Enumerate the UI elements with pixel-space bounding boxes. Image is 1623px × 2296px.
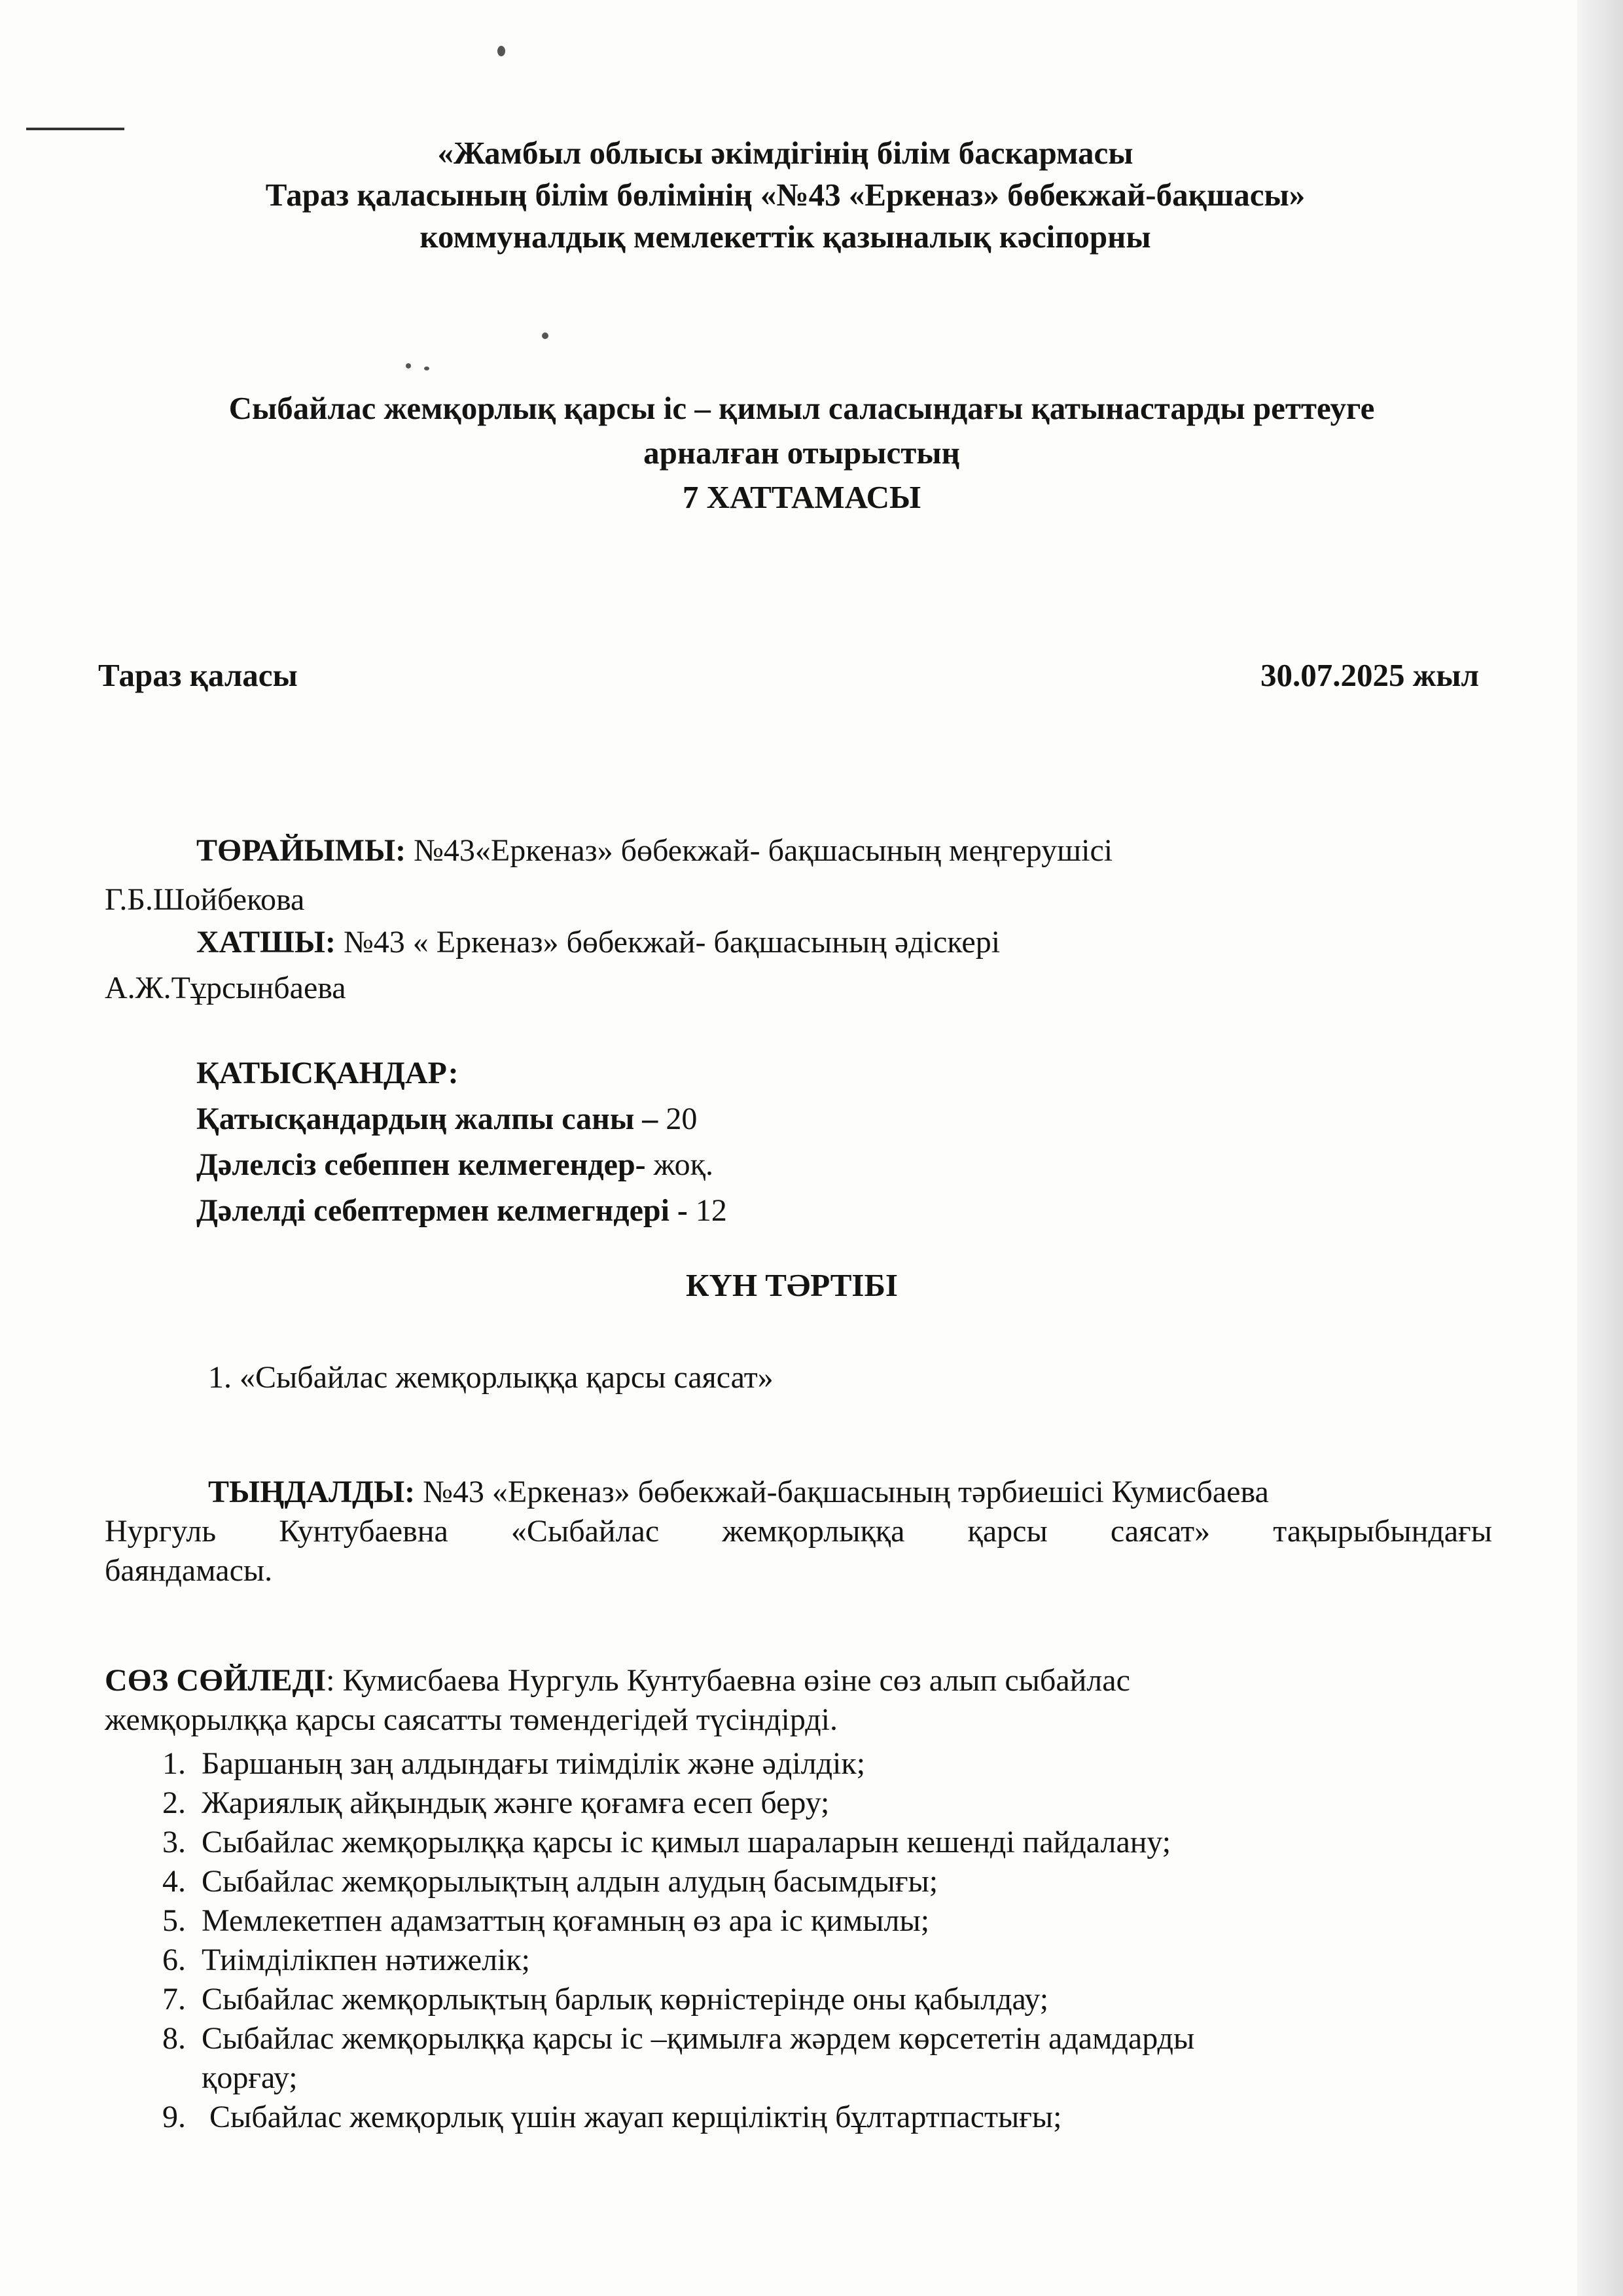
heard-line2: Нургуль Кунтубаевна «Сыбайлас жемқорлыққа қарсы саясат» тақырыбындағы bbox=[105, 1514, 1492, 1549]
scan-mark bbox=[26, 128, 124, 130]
list-item-text: Мемлекетпен адамзаттың қоғамның өз ара іс қимылы; bbox=[202, 1903, 930, 1938]
heard-line1 bbox=[105, 1473, 1492, 1512]
list-item-number: 5. bbox=[162, 1903, 186, 1938]
list-item bbox=[162, 1744, 1537, 1784]
document-title bbox=[0, 386, 1603, 520]
list-item-text: Сыбайлас жемқорылықтың алдын алудың басымдығы; bbox=[202, 1864, 938, 1899]
list-item-text: Тиімділікпен нәтижелік; bbox=[202, 1943, 531, 1977]
heard-section bbox=[105, 1473, 1492, 1590]
spoke-line1 bbox=[105, 1661, 1544, 1700]
scan-speck bbox=[542, 332, 548, 339]
chair-text: №43«Еркеназ» бөбекжай- бақшасының меңгерушісі bbox=[406, 833, 1113, 868]
org-header bbox=[0, 132, 1571, 258]
list-item-number: 7. bbox=[162, 1982, 186, 2017]
participants-absent-excused-value: 12 bbox=[687, 1193, 727, 1228]
spoke-text-1: : Кумисбаева Нургуль Кунтубаевна өзіне сөз алып сыбайлас bbox=[326, 1663, 1130, 1698]
list-item bbox=[162, 1941, 1537, 1980]
secretary-text: №43 « Еркеназ» бөбекжай- бақшасының әдіскері bbox=[335, 925, 1001, 960]
agenda-title: КҮН ТӘРТІБІ bbox=[686, 1267, 898, 1303]
list-item bbox=[162, 1901, 1537, 1941]
list-item-text: Сыбайлас жемқорылққа қарсы іс –қимылға жәрдем көрсететін адамдарды bbox=[202, 2021, 1195, 2056]
list-item-text: Сыбайлас жемқорылққа қарсы іс қимыл шараларын кешенді пайдалану; bbox=[202, 1825, 1171, 1859]
participants-absent-unexcused bbox=[196, 1145, 727, 1191]
list-item bbox=[162, 1980, 1537, 2019]
heard-line3: баяндамасы. bbox=[105, 1553, 273, 1588]
list-item-number: 6. bbox=[162, 1943, 186, 1977]
list-item-text: Сыбайлас жемқорлықтың барлық көрністерінде оны қабылдау; bbox=[202, 1982, 1049, 2017]
list-item-text: қорғау; bbox=[202, 2060, 298, 2095]
secretary-line bbox=[196, 923, 1000, 962]
list-item-number: 1. bbox=[162, 1746, 186, 1781]
list-item-number: 9. bbox=[162, 2100, 186, 2134]
org-header-line1: «Жамбыл облысы әкімдігінің білім баскармасы bbox=[437, 135, 1133, 171]
place: Тараз қаласы bbox=[98, 657, 298, 693]
scan-speck bbox=[497, 46, 505, 56]
list-item bbox=[162, 1784, 1537, 1823]
participants-absent-excused bbox=[196, 1191, 727, 1237]
spoke-line2: жемқорылққа қарсы саясатты төмендегідей түсіндірді. bbox=[105, 1702, 838, 1737]
list-item bbox=[162, 2098, 1537, 2137]
list-item-number: 4. bbox=[162, 1864, 186, 1899]
list-item bbox=[162, 2019, 1537, 2058]
title-line3: 7 ХАТТАМАСЫ bbox=[682, 479, 921, 515]
secretary-name: А.Ж.Тұрсынбаева bbox=[105, 971, 346, 1005]
chair-name: Г.Б.Шойбекова bbox=[105, 882, 305, 917]
participants-absent-unexcused-value: жоқ. bbox=[645, 1147, 713, 1182]
list-item-number: 3. bbox=[162, 1825, 186, 1859]
heard-label: ТЫҢДАЛДЫ: bbox=[208, 1475, 416, 1509]
secretary-label: ХАТШЫ: bbox=[196, 925, 336, 960]
list-item-number: 2. bbox=[162, 1785, 186, 1820]
org-header-line2: Тараз қаласының білім бөлімінің «№43 «Еркеназ» бөбекжай-бақшасы» bbox=[265, 177, 1306, 213]
list-item-text: Жариялық айқындық жәнге қоғамға есеп беру; bbox=[202, 1785, 830, 1820]
participants-total-value: 20 bbox=[658, 1102, 698, 1136]
title-line1: Сыбайлас жемқорлық қарсы іс – қимыл саласындағы қатынастарды реттеуге bbox=[228, 390, 1375, 426]
spoke-label: СӨЗ СӨЙЛЕДІ bbox=[105, 1663, 327, 1698]
participants bbox=[196, 1054, 727, 1237]
list-item-text: Сыбайлас жемқорлық үшін жауап керщіліктің бұлтартпастығы; bbox=[202, 2100, 1062, 2134]
spoke-section bbox=[105, 1661, 1544, 1740]
list-item-number: 8. bbox=[162, 2021, 186, 2056]
org-header-line3: коммуналдық мемлекеттік қазыналық кәсіпорны bbox=[419, 219, 1151, 255]
chair-line bbox=[196, 831, 1113, 870]
agenda-item-1: 1. «Сыбайлас жемқорлыққа қарсы саясат» bbox=[208, 1360, 774, 1395]
heard-text-1: №43 «Еркеназ» бөбекжай-бақшасының тәрбиешісі Кумисбаева bbox=[415, 1475, 1269, 1509]
list-item-continuation bbox=[162, 2058, 1537, 2098]
principles-list bbox=[162, 1744, 1537, 2137]
list-item bbox=[162, 1862, 1537, 1901]
list-item-text: Баршаның заң алдындағы тиімділік және әділдік; bbox=[202, 1746, 866, 1781]
participants-total-label: Қатысқандардың жалпы саны – bbox=[196, 1102, 658, 1136]
title-line2: арналған отырыстың bbox=[643, 435, 960, 471]
page-edge-shadow bbox=[1577, 0, 1623, 2296]
scan-speck bbox=[424, 367, 429, 370]
participants-absent-excused-label: Дәлелді себептермен келмегндері - bbox=[196, 1193, 688, 1228]
participants-absent-unexcused-label: Дәлелсіз себеппен келмегендер- bbox=[196, 1147, 646, 1182]
date: 30.07.2025 жыл bbox=[1260, 657, 1479, 693]
scan-speck bbox=[406, 363, 411, 368]
participants-label: ҚАТЫСҚАНДАР: bbox=[196, 1056, 459, 1090]
chair-label: ТӨРАЙЫМЫ: bbox=[196, 833, 406, 868]
list-item bbox=[162, 1823, 1537, 1862]
participants-total bbox=[196, 1100, 727, 1145]
